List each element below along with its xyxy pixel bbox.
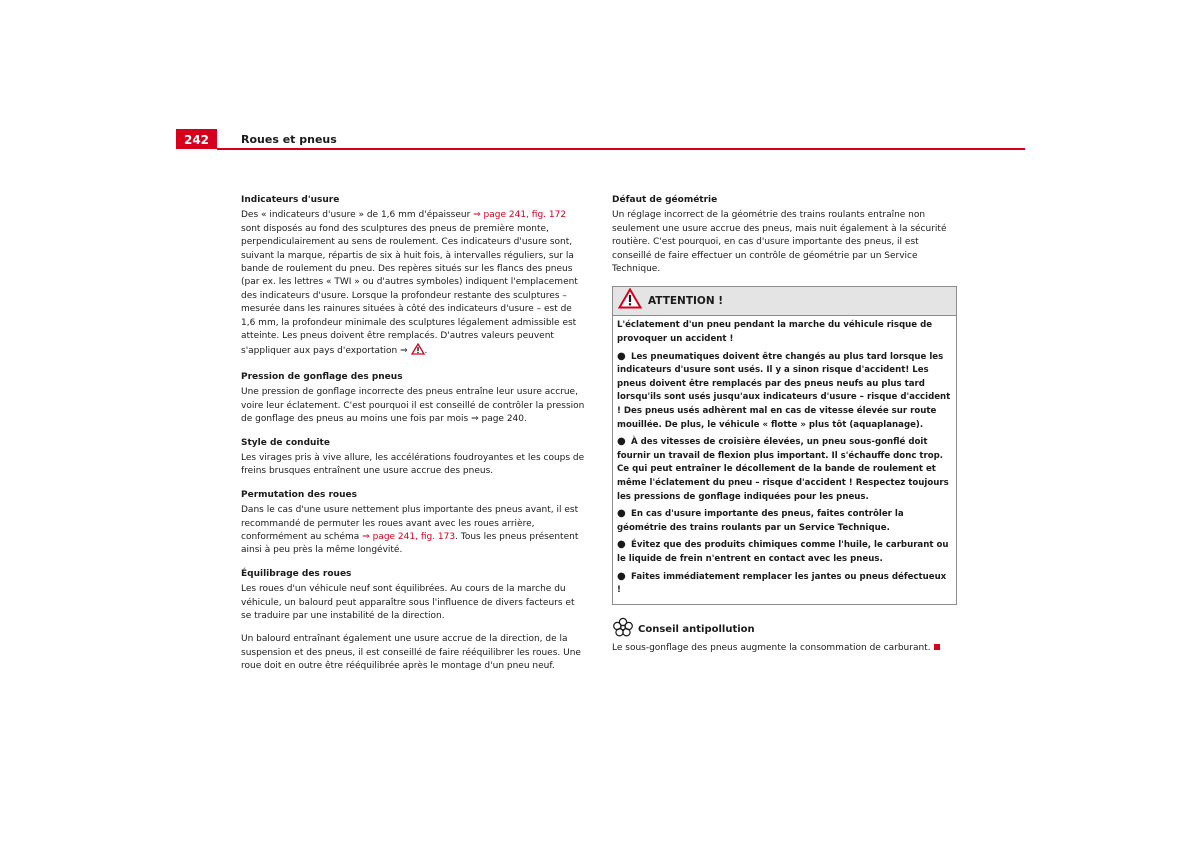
attention-header bbox=[613, 287, 956, 316]
attention-bullet: ● Les pneumatiques doivent être changés au plus tard lorsque les indicateurs d'usure sont usés. Il y a sinon risque d'accident! Les pneus doivent être remplacés par des pneus neufs au plus tard lorsqu'ils sont usés jusqu'aux indicateurs d'usure – risque d'accident ! Des pneus usés adhèrent mal en cas de vitesse élevée sur route mouillée. De plus, le véhicule « flotte » plus tôt (aquaplanage). bbox=[617, 350, 951, 430]
eco-tip-heading bbox=[612, 617, 957, 642]
attention-box bbox=[612, 286, 957, 604]
attention-bullet: ● Faites immédiatement remplacer les jantes ou pneus défectueux ! bbox=[617, 570, 947, 596]
bullet-icon: ● bbox=[617, 539, 626, 551]
paragraph-wear-indicators: Des « indicateurs d'usure » de 1,6 mm d'épaisseur ⇒ page 241, fig. 172 sont disposés au fond des sculptures des pneus de première monte, perpendiculairement au sens de roulement. Ces indicateurs d'usure sont, suivant la marque, répartis de six à huit fois, à intervalles réguliers, sur la bande de roulement du pneu. Des repères situés sur les flancs des pneus (par ex. les lettres « TWI » ou d'autres symboles) indiquent l'emplacement des indicateurs d'usure. Lorsque la profondeur restante des sculptures – mesurée dans les rainures situées à côté des indicateurs d'usure – est de 1,6 mm, la profondeur minimale des sculptures légalement admissible est atteinte. Les pneus doivent être remplacés. D'autres valeurs peuvent s'appliquer aux pays d'exportation ⇒ . bbox=[241, 209, 586, 360]
attention-title: ATTENTION ! bbox=[648, 294, 724, 307]
paragraph-wheel-balancing-1: Les roues d'un véhicule neuf sont équilibrées. Au cours de la marche du véhicule, un balourd peut apparaître sous l'influence de divers facteurs et se traduire par une instabilité de la direction. bbox=[241, 584, 575, 621]
eco-tip-title: Conseil antipollution bbox=[638, 623, 755, 635]
right-column bbox=[612, 194, 957, 666]
heading-wheel-balancing: Équilibrage des roues bbox=[241, 568, 352, 579]
heading-wheel-rotation: Permutation des roues bbox=[241, 489, 357, 500]
chapter-title: Roues et pneus bbox=[241, 133, 337, 146]
heading-driving-style: Style de conduite bbox=[241, 437, 330, 448]
bullet-icon: ● bbox=[617, 508, 626, 520]
paragraph-alignment-defect: Un réglage incorrect de la géométrie des trains roulants entraîne non seulement une usure accrue des pneus, mais nuit également à la sécurité routière. C'est pourquoi, en cas d'usure importante des pneus, il est conseillé de faire effectuer un contrôle de géométrie par un Service Technique. bbox=[612, 210, 947, 275]
attention-bullet: ● En cas d'usure importante des pneus, faites contrôler la géométrie des trains roulants par un Service Technique. bbox=[617, 508, 904, 533]
warning-triangle-icon[interactable] bbox=[411, 343, 425, 360]
page-number: 242 bbox=[176, 129, 217, 149]
link-page-241-fig-172[interactable]: ⇒ page 241, fig. 172 bbox=[473, 210, 567, 221]
attention-bullet: ● Évitez que des produits chimiques comme l'huile, le carburant ou le liquide de frein n'entrent en contact avec les pneus. bbox=[617, 539, 949, 564]
warning-triangle-icon bbox=[618, 288, 642, 314]
paragraph-wheel-balancing-2: Un balourd entraînant également une usure accrue de la direction, de la suspension et des pneus, il est conseillé de faire rééquilibrer les roues. Une roue doit en outre être rééquilibrée après le montage d'un pneu neuf. bbox=[241, 634, 581, 672]
paragraph-wheel-rotation: Dans le cas d'une usure nettement plus importante des pneus avant, il est recommandé de permuter les roues avant avec les roues arrière, conformément au schéma ⇒ page 241, fig. 173. Tous les pneus présentent ainsi à peu près la même longévité. bbox=[241, 505, 579, 556]
paragraph-tire-pressure: Une pression de gonflage incorrecte des pneus entraîne leur usure accrue, voire leur éclatement. C'est pourquoi il est conseillé de contrôler la pression de gonflage des pneus au moins une fois par mois ⇒ page 240. bbox=[241, 387, 585, 425]
bullet-icon: ● bbox=[617, 570, 626, 582]
link-page-241-fig-173[interactable]: ⇒ page 241, fig. 173 bbox=[362, 531, 456, 542]
attention-body bbox=[613, 316, 956, 603]
heading-wear-indicators: Indicateurs d'usure bbox=[241, 195, 340, 205]
heading-tire-pressure: Pression de gonflage des pneus bbox=[241, 371, 403, 382]
end-of-section-marker bbox=[934, 644, 940, 650]
paragraph-driving-style: Les virages pris à vive allure, les accélérations foudroyantes et les coups de freins brusques entraînent une usure accrue des pneus. bbox=[241, 452, 585, 477]
flower-icon bbox=[612, 617, 634, 642]
heading-alignment-defect: Défaut de géométrie bbox=[612, 195, 718, 205]
left-column bbox=[241, 194, 586, 684]
attention-bullet: ● À des vitesses de croisière élevées, un pneu sous-gonflé doit fournir un travail de flexion plus important. Il s'échauffe donc trop. Ce qui peut entraîner le décollement de la bande de roulement et même l'éclatement du pneu – risque d'accident ! Respectez toujours les pressions de gonflage indiquées pour les pneus. bbox=[617, 436, 949, 502]
eco-tip-text: Le sous-gonflage des pneus augmente la consommation de carburant. bbox=[612, 642, 957, 655]
attention-intro: L'éclatement d'un pneu pendant la marche du véhicule risque de provoquer un accident ! bbox=[617, 320, 933, 345]
bullet-icon: ● bbox=[617, 350, 626, 362]
bullet-icon: ● bbox=[617, 436, 626, 448]
header-rule bbox=[217, 148, 1025, 150]
